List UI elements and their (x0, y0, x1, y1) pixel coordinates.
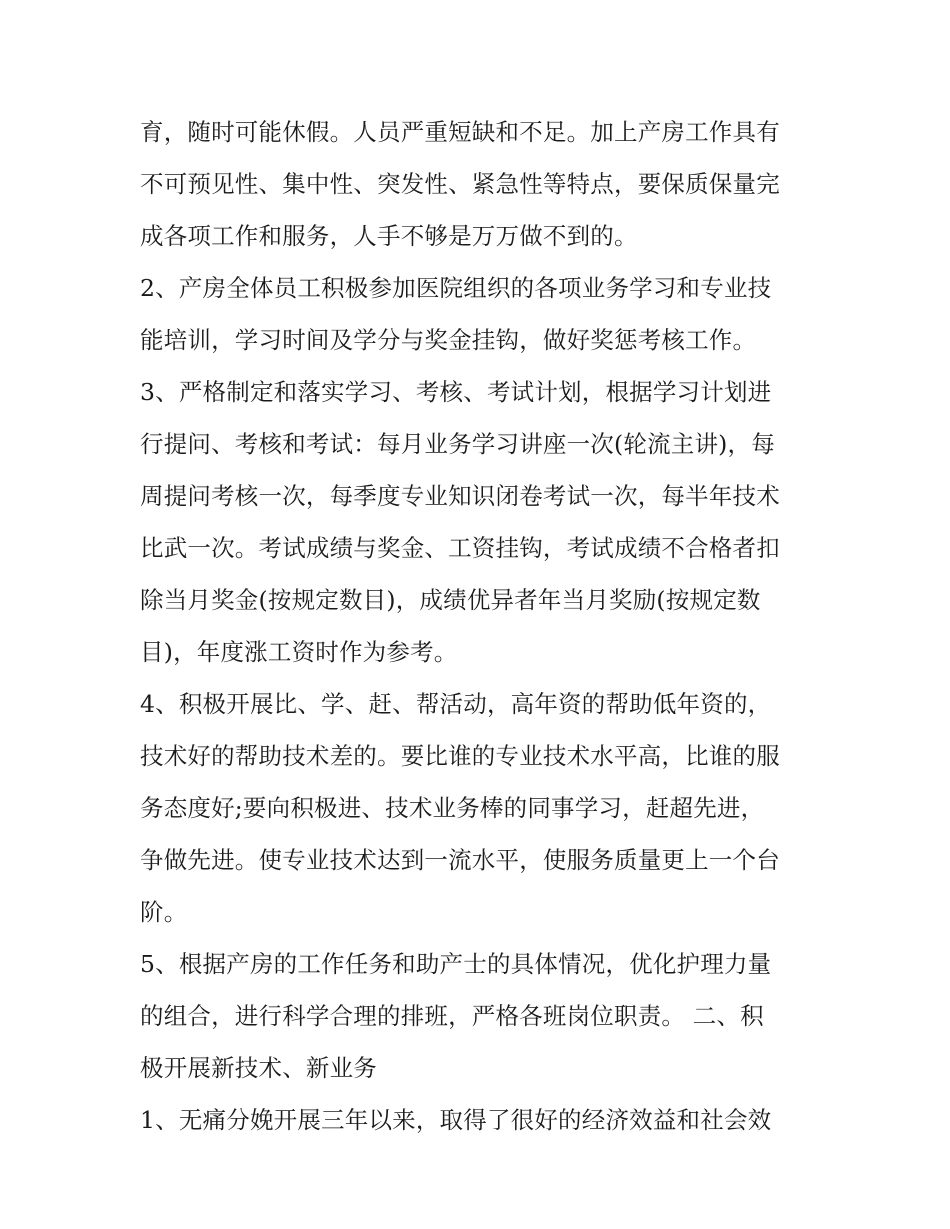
text-line: 5、根据产房的工作任务和助产士的具体情况，优化护理力量 (140, 950, 772, 978)
paragraph-item-3 (140, 366, 820, 678)
text-line: 能培训，学习时间及学分与奖金挂钩，做好奖惩考核工作。 (140, 326, 757, 354)
text-line: 除当月奖金(按规定数目)，成绩优异者年当月奖励(按规定数 (140, 586, 761, 614)
text-line: 育，随时可能休假。人员严重短缺和不足。加上产房工作具有 (140, 118, 780, 146)
document-body (140, 106, 820, 1146)
text-line: 不可预见性、集中性、突发性、紧急性等特点，要保质保量完 (140, 170, 780, 198)
text-line: 4、积极开展比、学、赶、帮活动，高年资的帮助低年资的， (140, 690, 772, 718)
text-line: 极开展新技术、新业务 (140, 1054, 377, 1082)
text-line: 技术好的帮助技术差的。要比谁的专业技术水平高，比谁的服 (140, 742, 780, 770)
text-line: 阶。 (140, 898, 188, 926)
text-line: 务态度好;要向积极进、技术业务棒的同事学习，赶超先进， (140, 794, 765, 822)
paragraph-item-5 (140, 938, 820, 1094)
paragraph-new-tech-item-1 (140, 1094, 820, 1146)
text-line: 争做先进。使专业技术达到一流水平，使服务质量更上一个台 (140, 846, 780, 874)
paragraph-item-4 (140, 678, 820, 938)
text-line: 目)，年度涨工资时作为参考。 (140, 638, 458, 666)
paragraph-item-2 (140, 262, 820, 366)
text-line: 行提问、考核和考试：每月业务学习讲座一次(轮流主讲)，每 (140, 430, 775, 458)
text-line: 3、严格制定和落实学习、考核、考试计划，根据学习计划进 (140, 378, 772, 406)
paragraph-staff-shortage (140, 106, 820, 262)
text-line: 周提问考核一次，每季度专业知识闭卷考试一次，每半年技术 (140, 482, 780, 510)
text-line: 的组合，进行科学合理的排班，严格各班岗位职责。 二、积 (140, 1002, 764, 1030)
text-line: 2、产房全体员工积极参加医院组织的各项业务学习和专业技 (140, 274, 772, 302)
text-line: 比武一次。考试成绩与奖金、工资挂钩，考试成绩不合格者扣 (140, 534, 780, 562)
text-line: 成各项工作和服务，人手不够是万万做不到的。 (140, 222, 638, 250)
text-line: 1、无痛分娩开展三年以来，取得了很好的经济效益和社会效 (140, 1106, 772, 1134)
